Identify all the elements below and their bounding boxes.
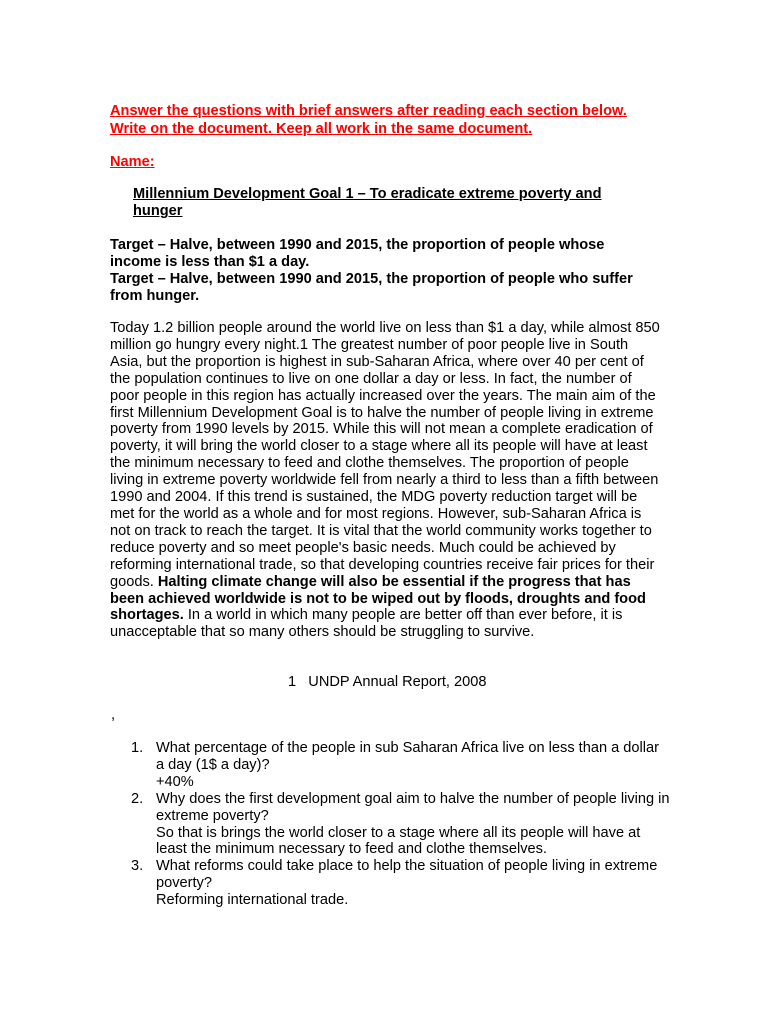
- question-item: [131, 858, 671, 909]
- target-income: Target – Halve, between 1990 and 2015, the proportion of people whose income is less than $1 a day.: [110, 237, 605, 270]
- question-item: [131, 740, 671, 791]
- question-number: 1.: [131, 740, 144, 756]
- goal-heading: Millennium Development Goal 1 – To eradicate extreme poverty and hunger: [133, 186, 602, 219]
- answer-text[interactable]: +40%: [156, 773, 194, 790]
- body-text-part2: In a world in which many people are better off than ever before, it is unacceptable that so many others should be struggling to survive.: [110, 607, 623, 641]
- name-label: Name:: [110, 154, 155, 170]
- body-paragraph: [110, 320, 660, 641]
- question-item: [131, 791, 671, 859]
- questions-list: [131, 740, 671, 909]
- question-text: Why does the first development goal aim to halve the number of people living in extreme poverty?: [156, 790, 670, 824]
- question-text: What reforms could take place to help the situation of people living in extreme poverty?: [156, 858, 658, 892]
- targets-block: [110, 237, 655, 305]
- answer-text[interactable]: So that is brings the world closer to a stage where all its people will have at least the minimum necessary to feed and clothe themselves.: [156, 824, 641, 858]
- target-hunger: Target – Halve, between 1990 and 2015, the proportion of people who suffer from hunger.: [110, 271, 633, 304]
- instructions-text: Answer the questions with brief answers after reading each section below. Write on the document. Keep all work in the same document.: [110, 103, 627, 137]
- question-number: 2.: [131, 790, 144, 807]
- body-text-bold: Halting climate change will also be essential if the progress that has been achieved worldwide is not to be wiped out by floods, droughts and food shortages.: [110, 573, 646, 624]
- footnote: 1 UNDP Annual Report, 2008: [288, 674, 487, 690]
- question-text: What percentage of the people in sub Saharan Africa live on less than a dollar a day (1$ a day)?: [156, 740, 659, 773]
- body-text-part1: Today 1.2 billion people around the world live on less than $1 a day, while almost 850 million go hungry every night.1 The greatest number of poor people live in South Asia, but the proportion is highest in sub-Saharan Africa, where over 40 per cent of the population continues to live on one dollar a day or less. In fact, the number of poor people in this region has actually increased over the years. The main aim of the first Millennium Development Goal is to halve the number of people living in extreme poverty from 1990 levels by 2015. While this will not mean a complete eradication of poverty, it will bring the world closer to a stage where all its people will have at least the minimum necessary to feed and clothe themselves. The proportion of people living in extreme poverty worldwide fell from nearly a third to less than a fifth between 1990 and 2004. If this trend is sustained, the MDG poverty reduction target will be met for the world as a whole and for most regions. However, sub-Saharan Africa is not on track to reach the target. It is vital that the world community works together to reduce poverty and so meet people's basic needs. Much could be achieved by reforming international trade, so that developing countries receive fair prices for their goods.: [110, 320, 660, 590]
- stray-mark: ,: [111, 707, 116, 723]
- question-number: 3.: [131, 858, 144, 875]
- answer-text[interactable]: Reforming international trade.: [156, 892, 349, 909]
